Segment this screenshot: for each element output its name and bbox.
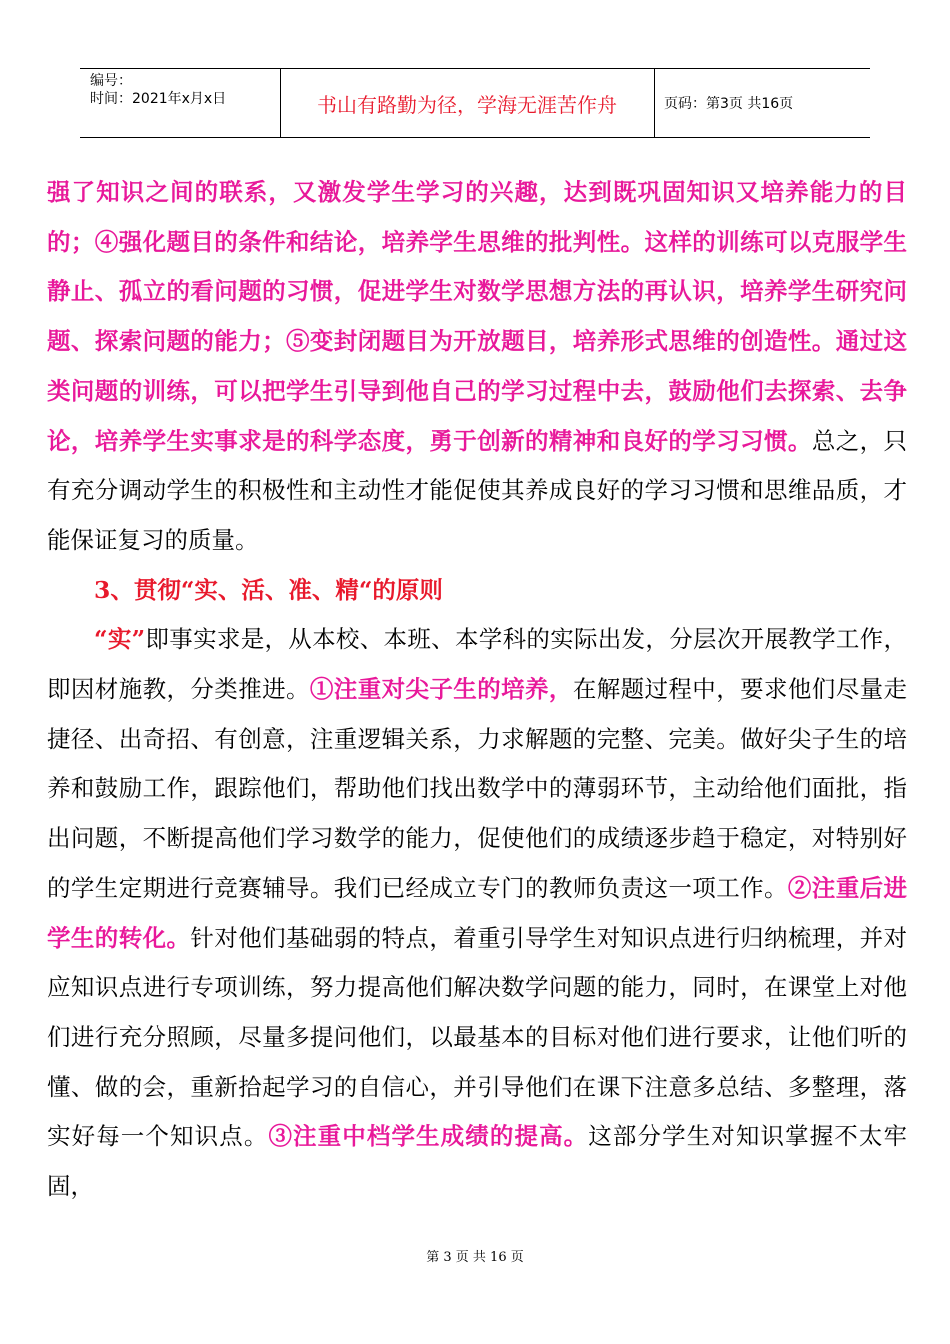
highlight-text: ①注重对尖子生的培养， bbox=[309, 675, 573, 704]
body-text: 在解题过程中，要求他们尽量走捷径、出奇招、有创意，注重逻辑关系，力求解题的完整、完美。做好尖子生的培养和鼓励工作，跟踪他们，帮助他们找出数学中的薄弱环节，主动给他们面批，指出问题，不断提高他们学习数学的能力，促使他们的成绩逐步趋于稳定，对特别好的学生定期进行竞赛辅导。我们已经成立专门的教师负责这一项工作。 bbox=[47, 675, 908, 902]
highlight-text: ③注重中档学生成绩的提高。 bbox=[268, 1122, 589, 1151]
header-motto: 书山有路勤为径，学海无涯苦作舟 bbox=[317, 92, 617, 117]
number-label: 编号： bbox=[90, 73, 132, 89]
header-meta bbox=[90, 72, 226, 108]
body-text: 这部分学生对知识掌握不太牢固， bbox=[47, 1122, 908, 1201]
document-body bbox=[47, 168, 907, 1212]
page-footer: 第 3 页 共 16 页 bbox=[426, 1250, 524, 1265]
body-text: 针对他们基础弱的特点，着重引导学生对知识点进行归纳梳理，并对应知识点进行专项训练，努力提高他们解决数学问题的能力，同时，在课堂上对他们进行充分照顾，尽量多提问他们，以最基本的目标对他们进行要求，让他们听的懂、做的会，重新拾起学习的自信心，并引导他们在课下注意多总结、多整理，落实好每一个知识点。 bbox=[47, 923, 908, 1151]
section-heading: 3、贯彻“实、活、准、精“的原则 bbox=[94, 575, 443, 604]
date-label: 时间：2021年x月x日 bbox=[90, 91, 227, 107]
paragraph bbox=[47, 168, 907, 566]
body-text: 总之，只有充分调动学生的积极性和主动性才能促使其养成良好的学习习惯和思维品质，才能保证复习的质量。 bbox=[47, 426, 908, 554]
header-divider bbox=[654, 69, 655, 137]
header-table bbox=[80, 68, 870, 138]
header-page-info: 页码：第3页 共16页 bbox=[664, 96, 794, 112]
body-text: 即事实求是，从本校、本班、本学科的实际出发，分层次开展教学工作，即因材施教，分类推进。 bbox=[47, 625, 907, 704]
paragraph bbox=[47, 615, 907, 1211]
highlight-text: 强了知识之间的联系，又激发学生学习的兴趣，达到既巩固知识又培养能力的目的；④强化题目的条件和结论，培养学生思维的批判性。这样的训练可以克服学生静止、孤立的看问题的习惯，促进学生对数学思想方法的再认识，培养学生研究问题、探索问题的能力；⑤变封闭题目为开放题目，培养形式思维的创造性。通过这类问题的训练，可以把学生引导到他自己的学习过程中去，鼓励他们去探索、去争论，培养学生实事求是的科学态度，勇于创新的精神和良好的学习习惯。 bbox=[47, 178, 907, 455]
lead-term: “实” bbox=[94, 625, 146, 654]
highlight-text: ②注重后进学生的转化。 bbox=[47, 873, 908, 952]
